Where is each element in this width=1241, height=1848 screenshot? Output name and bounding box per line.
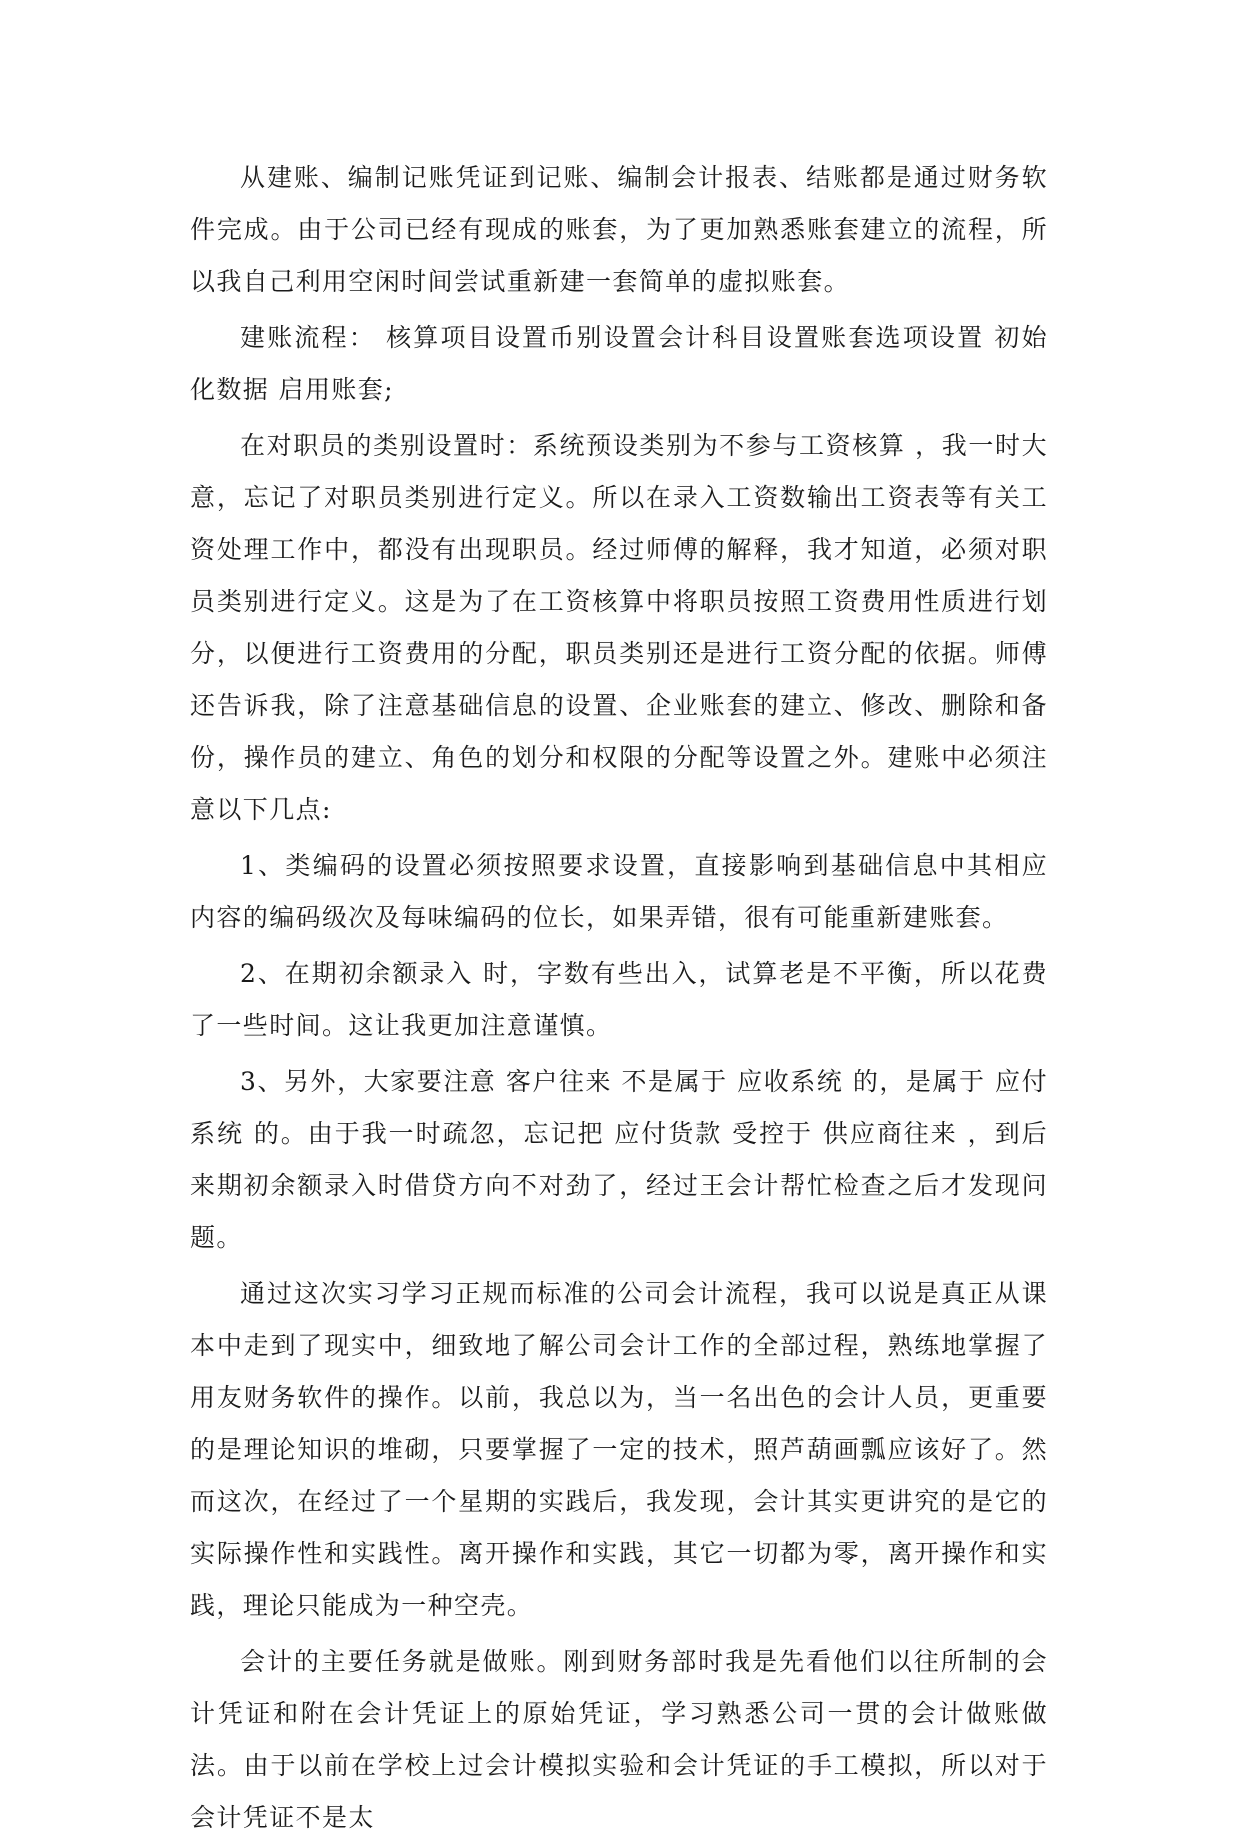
document-body: [190, 152, 1048, 1848]
paragraph-point-3: 3、另外，大家要注意 客户往来 不是属于 应收系统 的，是属于 应付系统 的。由于我一时疏忽，忘记把 应付货款 受控于 供应商往来 ，到后来期初余额录入时借贷方向不对劲了，经过王会计帮忙检查之后才发现问题。: [190, 1067, 1048, 1252]
paragraph-software-bookkeeping: 从建账、编制记账凭证到记账、编制会计报表、结账都是通过财务软件完成。由于公司已经有现成的账套，为了更加熟悉账套建立的流程，所以我自己利用空闲时间尝试重新建一套简单的虚拟账套。: [190, 163, 1048, 296]
paragraph-setup-process: 建账流程： 核算项目设置币别设置会计科目设置账套选项设置 初始化数据 启用账套;: [190, 323, 1048, 404]
paragraph-internship-reflection: 通过这次实习学习正规而标准的公司会计流程，我可以说是真正从课本中走到了现实中，细致地了解公司会计工作的全部过程，熟练地掌握了用友财务软件的操作。以前，我总以为，当一名出色的会计人员，更重要的是理论知识的堆砌，只要掌握了一定的技术，照芦葫画瓢应该好了。然而这次，在经过了一个星期的实践后，我发现，会计其实更讲究的是它的实际操作性和实践性。离开操作和实践，其它一切都为零，离开操作和实践，理论只能成为一种空壳。: [190, 1279, 1048, 1620]
paragraph-staff-category: 在对职员的类别设置时：系统预设类别为不参与工资核算 ，我一时大意，忘记了对职员类别进行定义。所以在录入工资数输出工资表等有关工资处理工作中，都没有出现职员。经过师傅的解释，我才知道，必须对职员类别进行定义。这是为了在工资核算中将职员按照工资费用性质进行划分，以便进行工资费用的分配，职员类别还是进行工资分配的依据。师傅还告诉我，除了注意基础信息的设置、企业账套的建立、修改、删除和备份，操作员的建立、角色的划分和权限的分配等设置之外。建账中必须注意以下几点:: [190, 431, 1048, 824]
paragraph-main-task: 会计的主要任务就是做账。刚到财务部时我是先看他们以往所制的会计凭证和附在会计凭证上的原始凭证，学习熟悉公司一贯的会计做账做法。由于以前在学校上过会计模拟实验和会计凭证的手工模拟，所以对于会计凭证不是太: [190, 1647, 1048, 1832]
paragraph-point-1: 1、类编码的设置必须按照要求设置，直接影响到基础信息中其相应内容的编码级次及每味编码的位长，如果弄错，很有可能重新建账套。: [190, 851, 1048, 932]
paragraph-point-2: 2、在期初余额录入 时，字数有些出入，试算老是不平衡，所以花费了一些时间。这让我更加注意谨慎。: [190, 959, 1048, 1040]
